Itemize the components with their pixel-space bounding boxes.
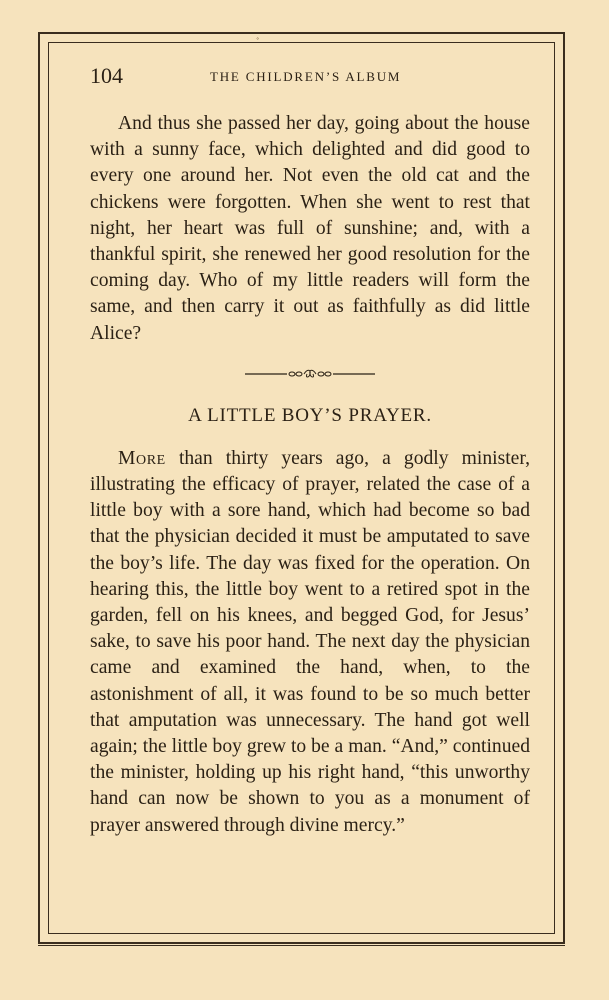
page-number: 104 [90,63,123,88]
page-header [90,63,530,91]
paragraph-2 [90,446,530,839]
running-title: THE CHILDREN’S ALBUM [210,69,402,84]
ornamental-divider [90,359,530,391]
paragraph-2-lead-word: More [118,447,166,469]
paragraph-1: And thus she passed her day, going about the house with a sunny face, which delighted and did good to every one around her. Not even the old cat and the chickens were forgotten. When she went to rest that night, her heart was full of sunshine; and, with a thankful spirit, she renewed her good resolution for the coming day. Who of my little readers will form the same, and then carry it out as faithfully as did little Alice? [90,113,530,344]
section-title: A LITTLE BOY’S PRAYER. [188,404,432,426]
bottom-rule [38,945,565,946]
paragraph-2-text: than thirty years ago, a godly minister, illustrating the efficacy of prayer, related the case of a little boy with a sore hand, which had become so bad that the physician decided it must be amputated to save the boy’s life. The day was fixed for the operation. On hearing this, the little boy went to a retired spot in the garden, fell on his knees, and begged God, for Jesus’ sake, to save his poor hand. The next day the physician came and examined the hand, when, to the astonishment of all, it was found to be so much better that amputation was unnecessary. The hand got well again; the little boy grew to be a man. “And,” continued the minister, holding up his right hand, “this unworthy hand can now be shown to you as a monument of prayer answered through divine mercy.” [90,447,530,836]
printer-mark: ˚ [256,37,260,48]
page-content [90,111,530,839]
ornament-icon [245,369,375,379]
